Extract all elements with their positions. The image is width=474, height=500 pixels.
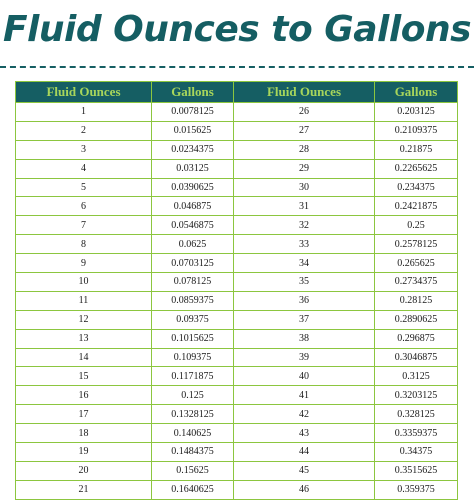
fluid-ounces-right-cell: 38: [234, 329, 375, 348]
table-row: [16, 329, 458, 348]
fluid-ounces-left-cell: 8: [16, 235, 152, 254]
header-row: [16, 82, 458, 103]
table-row: [16, 461, 458, 480]
table-row: [16, 103, 458, 122]
gallons-left-cell: 0.140625: [152, 424, 234, 443]
fluid-ounces-left-cell: 3: [16, 140, 152, 159]
fluid-ounces-right-cell: 31: [234, 197, 375, 216]
table-row: [16, 216, 458, 235]
gallons-right-cell: 0.2265625: [375, 159, 458, 178]
fluid-ounces-right-cell: 33: [234, 235, 375, 254]
fluid-ounces-left-cell: 10: [16, 273, 152, 292]
table-row: [16, 197, 458, 216]
fluid-ounces-right-cell: 35: [234, 273, 375, 292]
fluid-ounces-left-cell: 15: [16, 367, 152, 386]
table-row: [16, 480, 458, 499]
fluid-ounces-right-cell: 39: [234, 348, 375, 367]
header-fluid-ounces-left: Fluid Ounces: [16, 82, 152, 103]
gallons-left-cell: 0.0546875: [152, 216, 234, 235]
gallons-left-cell: 0.0625: [152, 235, 234, 254]
gallons-left-cell: 0.09375: [152, 310, 234, 329]
fluid-ounces-left-cell: 11: [16, 291, 152, 310]
table-row: [16, 310, 458, 329]
gallons-left-cell: 0.1328125: [152, 405, 234, 424]
gallons-right-cell: 0.25: [375, 216, 458, 235]
dashed-divider: [0, 66, 474, 68]
fluid-ounces-right-cell: 26: [234, 103, 375, 122]
fluid-ounces-right-cell: 29: [234, 159, 375, 178]
gallons-left-cell: 0.0859375: [152, 291, 234, 310]
fluid-ounces-right-cell: 43: [234, 424, 375, 443]
page-title: Fluid Ounces to Gallons: [2, 9, 472, 50]
fluid-ounces-right-cell: 28: [234, 140, 375, 159]
table-row: [16, 159, 458, 178]
table-row: [16, 273, 458, 292]
table-row: [16, 254, 458, 273]
header-fluid-ounces-right: Fluid Ounces: [234, 82, 375, 103]
fluid-ounces-left-cell: 4: [16, 159, 152, 178]
gallons-right-cell: 0.34375: [375, 443, 458, 462]
gallons-left-cell: 0.015625: [152, 121, 234, 140]
table-row: [16, 405, 458, 424]
fluid-ounces-left-cell: 2: [16, 121, 152, 140]
fluid-ounces-left-cell: 20: [16, 461, 152, 480]
gallons-right-cell: 0.234375: [375, 178, 458, 197]
gallons-left-cell: 0.1640625: [152, 480, 234, 499]
gallons-right-cell: 0.28125: [375, 291, 458, 310]
gallons-right-cell: 0.21875: [375, 140, 458, 159]
fluid-ounces-right-cell: 27: [234, 121, 375, 140]
header-gallons-left: Gallons: [152, 82, 234, 103]
fluid-ounces-left-cell: 6: [16, 197, 152, 216]
fluid-ounces-left-cell: 9: [16, 254, 152, 273]
gallons-left-cell: 0.1015625: [152, 329, 234, 348]
gallons-left-cell: 0.0078125: [152, 103, 234, 122]
fluid-ounces-right-cell: 42: [234, 405, 375, 424]
conversion-table: [15, 81, 458, 500]
gallons-right-cell: 0.2109375: [375, 121, 458, 140]
fluid-ounces-right-cell: 30: [234, 178, 375, 197]
table-body: [16, 103, 458, 500]
fluid-ounces-left-cell: 12: [16, 310, 152, 329]
gallons-right-cell: 0.2890625: [375, 310, 458, 329]
gallons-right-cell: 0.2734375: [375, 273, 458, 292]
gallons-right-cell: 0.3359375: [375, 424, 458, 443]
fluid-ounces-left-cell: 13: [16, 329, 152, 348]
gallons-right-cell: 0.2578125: [375, 235, 458, 254]
fluid-ounces-right-cell: 34: [234, 254, 375, 273]
gallons-left-cell: 0.15625: [152, 461, 234, 480]
gallons-left-cell: 0.1171875: [152, 367, 234, 386]
gallons-left-cell: 0.046875: [152, 197, 234, 216]
gallons-right-cell: 0.3125: [375, 367, 458, 386]
fluid-ounces-right-cell: 32: [234, 216, 375, 235]
gallons-left-cell: 0.03125: [152, 159, 234, 178]
fluid-ounces-left-cell: 16: [16, 386, 152, 405]
fluid-ounces-left-cell: 21: [16, 480, 152, 499]
gallons-left-cell: 0.1484375: [152, 443, 234, 462]
fluid-ounces-left-cell: 17: [16, 405, 152, 424]
fluid-ounces-left-cell: 7: [16, 216, 152, 235]
header-gallons-right: Gallons: [375, 82, 458, 103]
conversion-table-container: [15, 81, 457, 500]
gallons-left-cell: 0.0390625: [152, 178, 234, 197]
table-row: [16, 348, 458, 367]
fluid-ounces-left-cell: 5: [16, 178, 152, 197]
gallons-right-cell: 0.328125: [375, 405, 458, 424]
fluid-ounces-right-cell: 46: [234, 480, 375, 499]
gallons-right-cell: 0.3203125: [375, 386, 458, 405]
gallons-right-cell: 0.296875: [375, 329, 458, 348]
table-row: [16, 121, 458, 140]
table-row: [16, 443, 458, 462]
gallons-left-cell: 0.125: [152, 386, 234, 405]
gallons-right-cell: 0.3515625: [375, 461, 458, 480]
fluid-ounces-right-cell: 45: [234, 461, 375, 480]
fluid-ounces-right-cell: 36: [234, 291, 375, 310]
gallons-left-cell: 0.0234375: [152, 140, 234, 159]
fluid-ounces-left-cell: 1: [16, 103, 152, 122]
fluid-ounces-right-cell: 37: [234, 310, 375, 329]
fluid-ounces-right-cell: 41: [234, 386, 375, 405]
gallons-right-cell: 0.2421875: [375, 197, 458, 216]
table-row: [16, 386, 458, 405]
table-row: [16, 367, 458, 386]
fluid-ounces-left-cell: 14: [16, 348, 152, 367]
table-row: [16, 178, 458, 197]
gallons-right-cell: 0.203125: [375, 103, 458, 122]
gallons-left-cell: 0.0703125: [152, 254, 234, 273]
gallons-right-cell: 0.265625: [375, 254, 458, 273]
gallons-left-cell: 0.109375: [152, 348, 234, 367]
fluid-ounces-left-cell: 18: [16, 424, 152, 443]
fluid-ounces-left-cell: 19: [16, 443, 152, 462]
gallons-right-cell: 0.359375: [375, 480, 458, 499]
table-row: [16, 424, 458, 443]
table-row: [16, 140, 458, 159]
fluid-ounces-right-cell: 40: [234, 367, 375, 386]
gallons-right-cell: 0.3046875: [375, 348, 458, 367]
fluid-ounces-right-cell: 44: [234, 443, 375, 462]
table-row: [16, 235, 458, 254]
table-row: [16, 291, 458, 310]
gallons-left-cell: 0.078125: [152, 273, 234, 292]
